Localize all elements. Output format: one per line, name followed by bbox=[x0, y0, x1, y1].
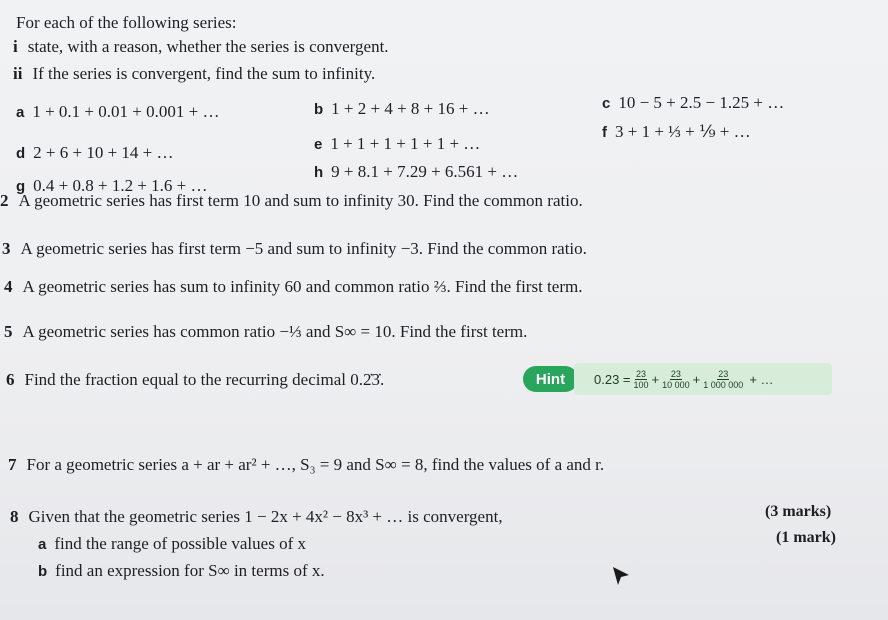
question-5 bbox=[4, 322, 527, 342]
hint-badge: Hint bbox=[523, 366, 578, 392]
question-number: 6 bbox=[6, 370, 15, 389]
question-8 bbox=[10, 507, 503, 527]
fraction-denominator: 1 000 000 bbox=[703, 379, 744, 390]
fraction-numerator: 23 bbox=[718, 368, 729, 379]
series-c-expr: 10 − 5 + 2.5 − 1.25 + … bbox=[618, 93, 785, 112]
question-text: For a geometric series a + ar + ar² + …, S₃ = 9 and S∞ = 8, find the values of a and r. bbox=[26, 455, 605, 474]
question-2 bbox=[0, 191, 583, 211]
series-g-label: g bbox=[16, 178, 26, 195]
question-text: A geometric series has first term 10 and sum to infinity 30. Find the common ratio. bbox=[18, 191, 583, 210]
series-h bbox=[314, 162, 518, 183]
hint-tail: + … bbox=[749, 371, 774, 387]
question-number: 7 bbox=[8, 455, 17, 474]
series-a-expr: 1 + 0.1 + 0.01 + 0.001 + … bbox=[32, 102, 220, 121]
series-a-label: a bbox=[16, 104, 25, 121]
question-4 bbox=[4, 277, 582, 297]
part-ii-text: If the series is convergent, find the sum to infinity. bbox=[32, 64, 376, 83]
question-number: 3 bbox=[2, 239, 11, 258]
part-label: a bbox=[38, 536, 47, 553]
part-ii-label: ii bbox=[13, 64, 23, 83]
question-3 bbox=[2, 239, 587, 259]
part-ii bbox=[13, 64, 375, 84]
hint-lead: 0.23 = bbox=[594, 371, 631, 387]
series-e bbox=[314, 134, 480, 155]
question-text: A geometric series has common ratio −⅓ and S∞ = 10. Find the first term. bbox=[22, 322, 528, 341]
plus-sign: + bbox=[692, 371, 701, 387]
question-number: 8 bbox=[10, 507, 19, 526]
part-i bbox=[13, 37, 389, 57]
series-e-label: e bbox=[314, 136, 323, 153]
series-e-expr: 1 + 1 + 1 + 1 + 1 + … bbox=[330, 134, 481, 153]
question-text: A geometric series has sum to infinity 60 and common ratio ⅔. Find the first term. bbox=[22, 277, 583, 296]
question-6 bbox=[6, 370, 384, 390]
question-7 bbox=[8, 455, 604, 475]
part-i-text: state, with a reason, whether the series is convergent. bbox=[27, 37, 389, 56]
fraction-denominator: 100 bbox=[633, 379, 649, 390]
series-f-expr: 3 + 1 + ⅓ + ⅑ + … bbox=[615, 122, 751, 141]
series-c-label: c bbox=[602, 95, 611, 112]
series-d-label: d bbox=[16, 145, 26, 162]
plus-sign: + bbox=[651, 371, 660, 387]
part-text: find an expression for S∞ in terms of x. bbox=[55, 561, 325, 580]
hint-fraction-3 bbox=[703, 369, 743, 390]
intro-text: For each of the following series: bbox=[16, 13, 237, 32]
question-8b bbox=[38, 561, 325, 582]
hint-fraction-2 bbox=[662, 369, 690, 390]
question-text: Given that the geometric series 1 − 2x + 4x² − 8x³ + … is convergent, bbox=[28, 507, 503, 526]
question-number: 5 bbox=[4, 322, 13, 341]
series-f-label: f bbox=[602, 124, 607, 141]
question-8a bbox=[38, 534, 306, 555]
series-b-label: b bbox=[314, 101, 324, 118]
intro-line bbox=[16, 13, 236, 33]
series-h-label: h bbox=[314, 164, 324, 181]
series-d bbox=[16, 143, 174, 164]
series-h-expr: 9 + 8.1 + 7.29 + 6.561 + … bbox=[331, 162, 519, 181]
series-b bbox=[314, 99, 490, 120]
hint-formula bbox=[574, 363, 832, 395]
series-a bbox=[16, 102, 219, 123]
series-b-expr: 1 + 2 + 4 + 8 + 16 + … bbox=[331, 99, 490, 118]
part-text: find the range of possible values of x bbox=[54, 534, 306, 553]
part-label: b bbox=[38, 563, 48, 580]
series-g-expr: 0.4 + 0.8 + 1.2 + 1.6 + … bbox=[33, 176, 208, 195]
marks-8b: (1 mark) bbox=[776, 529, 836, 546]
mouse-pointer-icon bbox=[611, 565, 631, 587]
series-f bbox=[602, 122, 751, 143]
question-number: 4 bbox=[4, 277, 13, 296]
fraction-numerator: 23 bbox=[670, 368, 681, 379]
series-d-expr: 2 + 6 + 10 + 14 + … bbox=[33, 143, 174, 162]
question-number: 2 bbox=[0, 191, 9, 210]
question-text: A geometric series has first term −5 and sum to infinity −3. Find the common ratio. bbox=[20, 239, 587, 258]
part-i-label: i bbox=[13, 37, 18, 56]
hint-fraction-1 bbox=[634, 369, 649, 390]
fraction-denominator: 10 000 bbox=[662, 379, 690, 390]
marks-8a: (3 marks) bbox=[765, 503, 832, 520]
question-text: Find the fraction equal to the recurring decimal 0.2̇3̇. bbox=[24, 370, 385, 389]
fraction-numerator: 23 bbox=[636, 368, 647, 379]
series-c bbox=[602, 93, 784, 114]
